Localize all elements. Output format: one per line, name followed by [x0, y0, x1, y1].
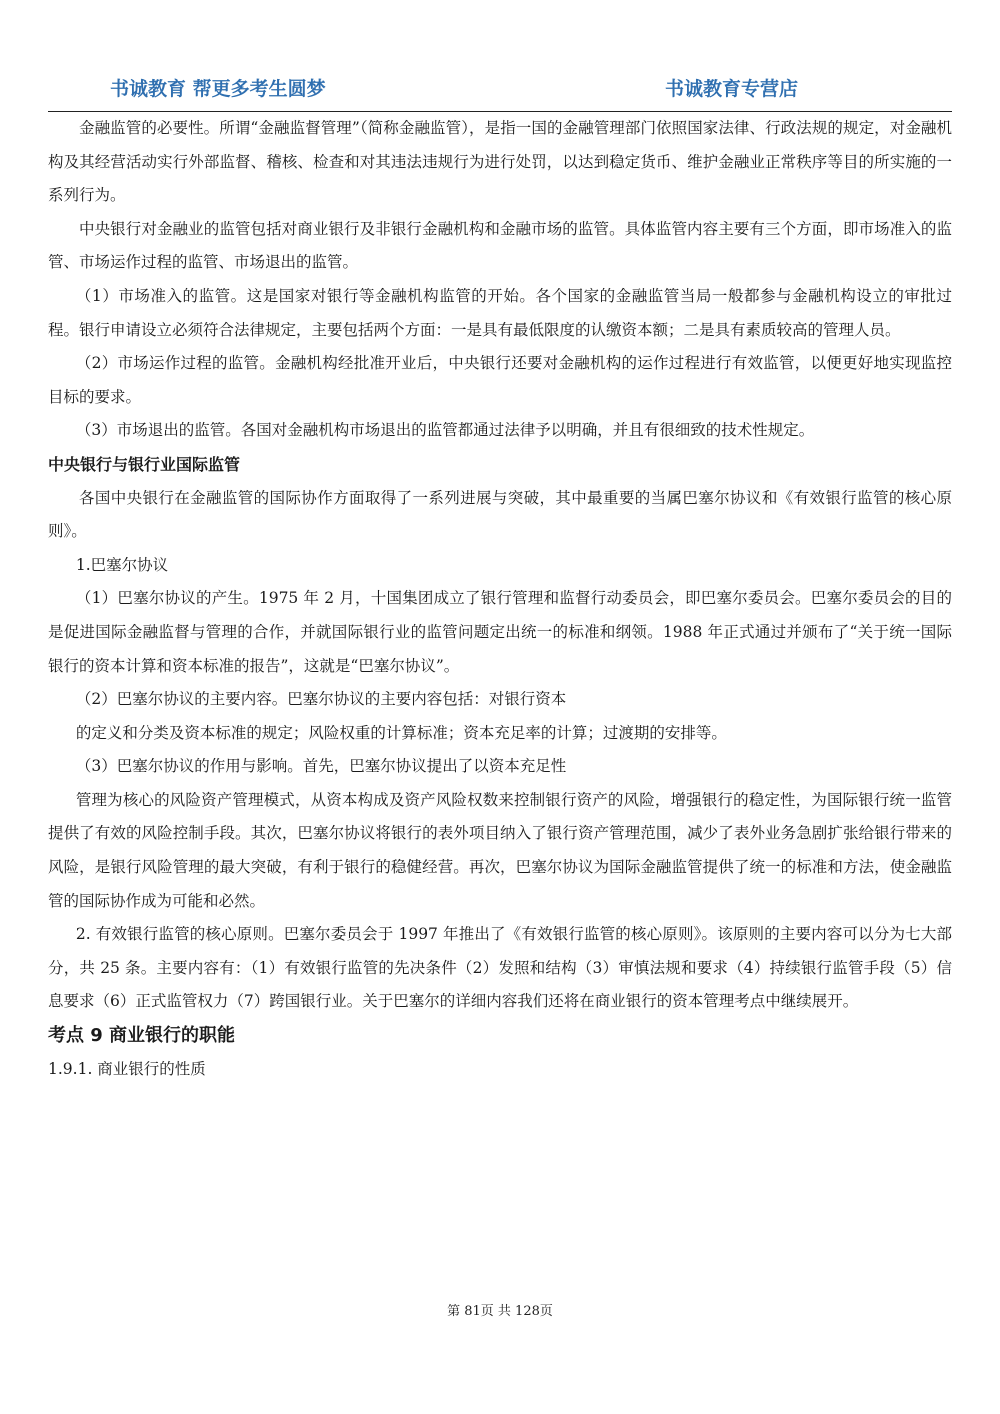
- paragraph-market-entry: （1）市场准入的监管。这是国家对银行等金融机构监管的开始。各个国家的金融监管当局一般都参与金融机构设立的审批过程。银行申请设立必须符合法律规定，主要包括两个方面：一是具有最低限度的认缴资本额；二是具有素质较高的管理人员。: [48, 286, 952, 339]
- paragraph-central-bank-supervision: 中央银行对金融业的监管包括对商业银行及非银行金融机构和金融市场的监管。具体监管内容主要有三个方面，即市场准入的监管、市场运作过程的监管、市场退出的监管。: [48, 219, 952, 272]
- page-header: [48, 70, 952, 110]
- section-heading-commercial-bank-functions: 考点 9 商业银行的职能: [48, 1025, 236, 1047]
- paragraph-basel-impact-detail: 管理为核心的风险资产管理模式，从资本构成及资产风险权数来控制银行资产的风险，增强银行的稳定性，为国际银行统一监管提供了有效的风险控制手段。其次，巴塞尔协议将银行的表外项目纳入了银行资产管理范围，减少了表外业务急剧扩张给银行带来的风险，是银行风险管理的最大突破，有利于银行的稳健经营。再次，巴塞尔协议为国际金融监管提供了统一的标准和方法，使金融监管的国际协作成为可能和必然。: [48, 790, 952, 910]
- paragraph-basel-origin: （1）巴塞尔协议的产生。1975 年 2 月，十国集团成立了银行管理和监督行动委员会，即巴塞尔委员会。巴塞尔委员会的目的是促进国际金融监督与管理的合作，并就国际银行业的监管问题定出统一的标准和纲领。1988 年正式通过并颁布了“关于统一国际银行的资本计算和资本标准的报告”，这就是“巴塞尔协议”。: [48, 589, 952, 675]
- paragraph-market-exit: （3）市场退出的监管。各国对金融机构市场退出的监管都通过法律予以明确，并且有很细致的技术性规定。: [75, 421, 815, 440]
- paragraph-core-principles: 2. 有效银行监管的核心原则。巴塞尔委员会于 1997 年推出了《有效银行监管的核心原则》。该原则的主要内容可以分为七大部分，共 25 条。主要内容有：（1）有效银行监管的先决条件（2）发照和结构（3）审慎法规和要求（4）持续银行监管手段（5）信息要求（6）正式监管权力（7）跨国银行业。关于巴塞尔的详细内容我们还将在商业银行的资本管理考点中继续展开。: [48, 925, 952, 1011]
- page-number-footer: 第 81页 共 128页: [447, 1304, 553, 1319]
- header-store-name: 书诚教育专营店: [665, 78, 799, 100]
- document-body: [48, 112, 952, 1086]
- paragraph-basel-content-detail: 的定义和分类及资本标准的规定；风险权重的计算标准；资本充足率的计算；过渡期的安排等。: [75, 723, 727, 742]
- section-heading-international-supervision: 中央银行与银行业国际监管: [48, 454, 241, 474]
- subheading-basel-accord: 1.巴塞尔协议: [75, 555, 169, 574]
- header-brand-slogan: 书诚教育 帮更多考生圆梦: [110, 78, 326, 100]
- paragraph-basel-impact-intro: （3）巴塞尔协议的作用与影响。首先，巴塞尔协议提出了以资本充足性: [75, 757, 567, 776]
- paragraph-market-operation: （2）市场运作过程的监管。金融机构经批准开业后，中央银行还要对金融机构的运作过程进行有效监管，以便更好地实现监控目标的要求。: [48, 354, 952, 406]
- paragraph-regulation-definition: 金融监管的必要性。所谓“金融监督管理”（简称金融监管），是指一国的金融管理部门依照国家法律、行政法规的规定，对金融机构及其经营活动实行外部监督、稽核、检查和对其违法违规行为进行处罚，以达到稳定货币、维护金融业正常秩序等目的所实施的一系列行为。: [48, 119, 952, 205]
- paragraph-basel-content-intro: （2）巴塞尔协议的主要内容。巴塞尔协议的主要内容包括：对银行资本: [75, 690, 567, 709]
- paragraph-international-cooperation: 各国中央银行在金融监管的国际协作方面取得了一系列进展与突破，其中最重要的当属巴塞尔协议和《有效银行监管的核心原则》。: [48, 488, 952, 541]
- subsection-commercial-bank-nature: 1.9.1. 商业银行的性质: [48, 1059, 206, 1078]
